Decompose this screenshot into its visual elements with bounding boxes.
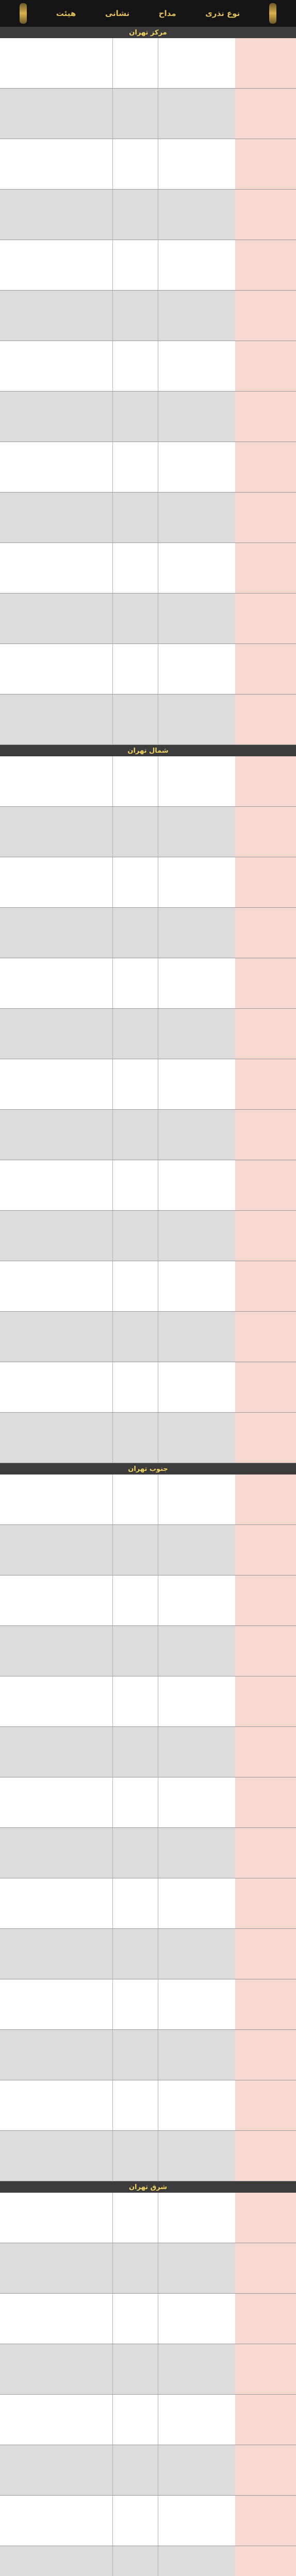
addr-cell (158, 644, 235, 694)
food-cell (0, 908, 112, 958)
table-row (0, 857, 296, 908)
table-row (0, 2131, 296, 2181)
table-row (0, 958, 296, 1009)
section-title: شمال تهران (0, 745, 296, 756)
narr-cell (112, 1929, 158, 1979)
name-cell (235, 1413, 296, 1463)
table-row (0, 1009, 296, 1059)
food-cell (0, 756, 112, 806)
food-cell (0, 694, 112, 744)
narr-cell (112, 2193, 158, 2243)
food-cell (0, 291, 112, 341)
table-row (0, 756, 296, 807)
narr-cell (112, 2496, 158, 2546)
table-row (0, 1676, 296, 1727)
addr-cell (158, 2496, 235, 2546)
addr-cell (158, 139, 235, 189)
table-row (0, 2344, 296, 2395)
addr-cell (158, 1878, 235, 1928)
food-cell (0, 958, 112, 1008)
name-cell (235, 493, 296, 543)
narr-cell (112, 1777, 158, 1827)
name-cell (235, 2030, 296, 2080)
narr-cell (112, 807, 158, 857)
column-header-narrator: مداح (158, 9, 176, 18)
addr-cell (158, 1525, 235, 1575)
addr-cell (158, 1261, 235, 1311)
name-cell (235, 139, 296, 189)
addr-cell (158, 1828, 235, 1878)
name-cell (235, 1828, 296, 1878)
table-row (0, 493, 296, 543)
addr-cell (158, 908, 235, 958)
food-cell (0, 1059, 112, 1109)
addr-cell (158, 756, 235, 806)
name-cell (235, 2445, 296, 2495)
name-cell (235, 341, 296, 391)
food-cell (0, 1676, 112, 1726)
table-row (0, 240, 296, 291)
food-cell (0, 190, 112, 240)
name-cell (235, 2546, 296, 2576)
addr-cell (158, 493, 235, 543)
name-cell (235, 291, 296, 341)
addr-cell (158, 442, 235, 492)
narr-cell (112, 2395, 158, 2445)
table-row (0, 1312, 296, 1362)
narr-cell (112, 1676, 158, 1726)
name-cell (235, 644, 296, 694)
name-cell (235, 1929, 296, 1979)
narr-cell (112, 291, 158, 341)
narr-cell (112, 1059, 158, 1109)
narr-cell (112, 644, 158, 694)
name-cell (235, 1626, 296, 1676)
table-row (0, 1878, 296, 1929)
table-row (0, 1979, 296, 2030)
addr-cell (158, 594, 235, 643)
table-row (0, 1727, 296, 1777)
narr-cell (112, 1312, 158, 1362)
food-cell (0, 2243, 112, 2293)
addr-cell (158, 1575, 235, 1625)
name-cell (235, 392, 296, 442)
name-cell (235, 2131, 296, 2181)
narr-cell (112, 857, 158, 907)
name-cell (235, 756, 296, 806)
narr-cell (112, 240, 158, 290)
table-row (0, 38, 296, 89)
page-header (0, 0, 296, 27)
food-cell (0, 2193, 112, 2243)
addr-cell (158, 2445, 235, 2495)
name-cell (235, 2344, 296, 2394)
table-row (0, 1110, 296, 1160)
narr-cell (112, 1727, 158, 1777)
table-row (0, 1059, 296, 1110)
narr-cell (112, 1160, 158, 1210)
food-cell (0, 2030, 112, 2080)
food-cell (0, 1475, 112, 1524)
food-cell (0, 594, 112, 643)
name-cell (235, 2243, 296, 2293)
addr-cell (158, 190, 235, 240)
table-row (0, 1828, 296, 1878)
narr-cell (112, 2294, 158, 2344)
table-row (0, 2395, 296, 2445)
name-cell (235, 694, 296, 744)
table-row (0, 1160, 296, 1211)
name-cell (235, 1575, 296, 1625)
table-row (0, 694, 296, 745)
name-cell (235, 1979, 296, 2029)
name-cell (235, 1261, 296, 1311)
section-title: مرکز تهران (0, 27, 296, 38)
food-cell (0, 2344, 112, 2394)
table-row (0, 341, 296, 392)
narr-cell (112, 442, 158, 492)
food-cell (0, 38, 112, 88)
addr-cell (158, 341, 235, 391)
narr-cell (112, 1110, 158, 1160)
name-cell (235, 442, 296, 492)
food-cell (0, 1777, 112, 1827)
narr-cell (112, 2546, 158, 2576)
table-row (0, 2030, 296, 2080)
table-row (0, 1575, 296, 1626)
table-row (0, 807, 296, 857)
table-row (0, 2080, 296, 2131)
column-header-food: نوع نذری (205, 9, 240, 18)
addr-cell (158, 1413, 235, 1463)
food-cell (0, 857, 112, 907)
table-body (0, 27, 296, 2576)
food-cell (0, 1362, 112, 1412)
addr-cell (158, 89, 235, 139)
addr-cell (158, 2193, 235, 2243)
narr-cell (112, 1828, 158, 1878)
section-title: جنوب تهران (0, 1463, 296, 1475)
narr-cell (112, 1211, 158, 1261)
addr-cell (158, 694, 235, 744)
food-cell (0, 139, 112, 189)
addr-cell (158, 1312, 235, 1362)
table-row (0, 2243, 296, 2294)
food-cell (0, 240, 112, 290)
food-cell (0, 1312, 112, 1362)
name-cell (235, 1211, 296, 1261)
addr-cell (158, 1727, 235, 1777)
food-cell (0, 2496, 112, 2546)
narr-cell (112, 1009, 158, 1059)
food-cell (0, 1828, 112, 1878)
food-cell (0, 1929, 112, 1979)
addr-cell (158, 1626, 235, 1676)
addr-cell (158, 2243, 235, 2293)
column-header-name: هیئت (56, 9, 76, 18)
table-row (0, 2193, 296, 2243)
food-cell (0, 1261, 112, 1311)
table-row (0, 1211, 296, 1261)
name-cell (235, 1676, 296, 1726)
narr-cell (112, 341, 158, 391)
name-cell (235, 1059, 296, 1109)
addr-cell (158, 1777, 235, 1827)
table-row (0, 89, 296, 139)
addr-cell (158, 543, 235, 593)
addr-cell (158, 1676, 235, 1726)
name-cell (235, 190, 296, 240)
food-cell (0, 1979, 112, 2029)
narr-cell (112, 89, 158, 139)
table-row (0, 1525, 296, 1575)
addr-cell (158, 2344, 235, 2394)
name-cell (235, 89, 296, 139)
narr-cell (112, 2080, 158, 2130)
narr-cell (112, 958, 158, 1008)
addr-cell (158, 1929, 235, 1979)
addr-cell (158, 857, 235, 907)
name-cell (235, 2294, 296, 2344)
food-cell (0, 341, 112, 391)
table-row (0, 2546, 296, 2576)
narr-cell (112, 1362, 158, 1412)
food-cell (0, 1575, 112, 1625)
addr-cell (158, 2030, 235, 2080)
narr-cell (112, 2131, 158, 2181)
name-cell (235, 594, 296, 643)
name-cell (235, 958, 296, 1008)
addr-cell (158, 2131, 235, 2181)
name-cell (235, 1160, 296, 1210)
narr-cell (112, 2030, 158, 2080)
narr-cell (112, 756, 158, 806)
narr-cell (112, 1979, 158, 2029)
food-cell (0, 1110, 112, 1160)
addr-cell (158, 392, 235, 442)
food-cell (0, 1878, 112, 1928)
food-cell (0, 1626, 112, 1676)
addr-cell (158, 1362, 235, 1412)
table-row (0, 190, 296, 240)
addr-cell (158, 1009, 235, 1059)
addr-cell (158, 2080, 235, 2130)
food-cell (0, 2294, 112, 2344)
addr-cell (158, 807, 235, 857)
name-cell (235, 1475, 296, 1524)
narr-cell (112, 908, 158, 958)
column-header-address: نشانی (105, 9, 130, 18)
table-row (0, 1777, 296, 1828)
narr-cell (112, 1413, 158, 1463)
table-row (0, 392, 296, 442)
food-cell (0, 2080, 112, 2130)
name-cell (235, 1727, 296, 1777)
narr-cell (112, 2243, 158, 2293)
food-cell (0, 392, 112, 442)
name-cell (235, 1525, 296, 1575)
narr-cell (112, 594, 158, 643)
narr-cell (112, 543, 158, 593)
food-cell (0, 2546, 112, 2576)
narr-cell (112, 1878, 158, 1928)
narr-cell (112, 2445, 158, 2495)
name-cell (235, 2496, 296, 2546)
table-row (0, 908, 296, 958)
food-cell (0, 493, 112, 543)
name-cell (235, 543, 296, 593)
table-row (0, 442, 296, 493)
name-cell (235, 807, 296, 857)
name-cell (235, 2395, 296, 2445)
name-cell (235, 1110, 296, 1160)
food-cell (0, 2131, 112, 2181)
addr-cell (158, 1211, 235, 1261)
addr-cell (158, 291, 235, 341)
name-cell (235, 240, 296, 290)
addr-cell (158, 1110, 235, 1160)
narr-cell (112, 493, 158, 543)
addr-cell (158, 1160, 235, 1210)
narr-cell (112, 38, 158, 88)
table-row (0, 594, 296, 644)
narr-cell (112, 190, 158, 240)
name-cell (235, 2080, 296, 2130)
addr-cell (158, 2395, 235, 2445)
narr-cell (112, 139, 158, 189)
table-row (0, 2294, 296, 2344)
food-cell (0, 1413, 112, 1463)
addr-cell (158, 38, 235, 88)
addr-cell (158, 1475, 235, 1524)
table-row (0, 2445, 296, 2496)
table-row (0, 1475, 296, 1525)
table-row (0, 1626, 296, 1676)
food-cell (0, 1160, 112, 1210)
name-cell (235, 857, 296, 907)
narr-cell (112, 694, 158, 744)
table-row (0, 1413, 296, 1463)
table-row (0, 543, 296, 594)
food-cell (0, 644, 112, 694)
table-row (0, 139, 296, 190)
lantern-icon (20, 3, 27, 24)
table-row (0, 2496, 296, 2546)
narr-cell (112, 1525, 158, 1575)
narr-cell (112, 1261, 158, 1311)
name-cell (235, 1009, 296, 1059)
name-cell (235, 1312, 296, 1362)
lantern-icon (269, 3, 276, 24)
food-cell (0, 89, 112, 139)
section-title: شرق تهران (0, 2181, 296, 2193)
food-cell (0, 2445, 112, 2495)
narr-cell (112, 1575, 158, 1625)
food-cell (0, 2395, 112, 2445)
narr-cell (112, 2344, 158, 2394)
table-row (0, 1929, 296, 1979)
addr-cell (158, 2546, 235, 2576)
addr-cell (158, 2294, 235, 2344)
table-row (0, 1261, 296, 1312)
addr-cell (158, 1979, 235, 2029)
food-cell (0, 1211, 112, 1261)
food-cell (0, 1727, 112, 1777)
name-cell (235, 2193, 296, 2243)
food-cell (0, 1009, 112, 1059)
table-row (0, 644, 296, 694)
food-cell (0, 543, 112, 593)
name-cell (235, 1777, 296, 1827)
food-cell (0, 442, 112, 492)
narr-cell (112, 1475, 158, 1524)
name-cell (235, 1362, 296, 1412)
addr-cell (158, 1059, 235, 1109)
table-row (0, 291, 296, 341)
name-cell (235, 38, 296, 88)
addr-cell (158, 958, 235, 1008)
food-cell (0, 807, 112, 857)
name-cell (235, 1878, 296, 1928)
narr-cell (112, 392, 158, 442)
name-cell (235, 908, 296, 958)
food-cell (0, 1525, 112, 1575)
narr-cell (112, 1626, 158, 1676)
table-row (0, 1362, 296, 1413)
addr-cell (158, 240, 235, 290)
